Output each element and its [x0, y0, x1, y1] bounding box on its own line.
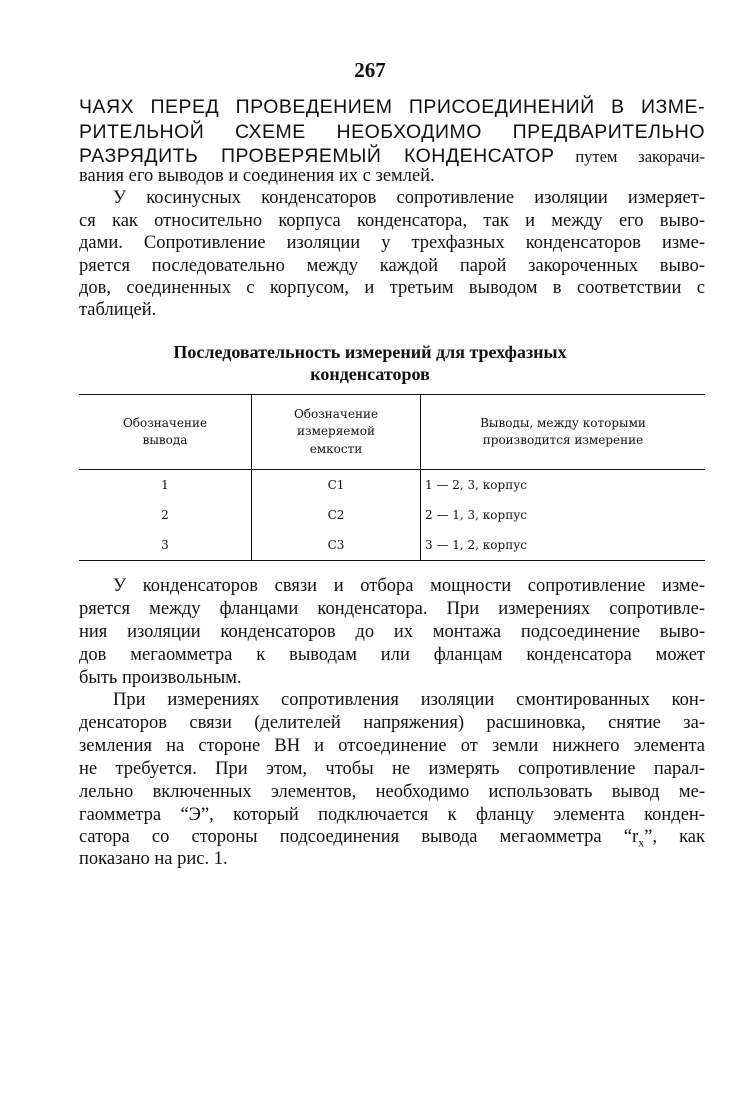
table-caption-line-1: Последовательность измерений для трехфазных [173, 342, 567, 362]
para2-line-4: дов мегаомметра к выводам или фланцам конденсатора может [79, 645, 705, 665]
table-caption-line-2: конденсаторов [310, 364, 430, 384]
para1-line-3: дами. Сопротивление изоляции у трехфазных конденсаторов изме- [79, 233, 705, 253]
para3-line-8: показано на рис. 1. [79, 849, 228, 869]
table-cell: 3 — 1, 2, корпус [421, 530, 706, 561]
table-cell: C1 [252, 470, 421, 501]
para2-line-1: У конденсаторов связи и отбора мощности сопротивление изме- [113, 576, 705, 596]
table-cell: 2 — 1, 3, корпус [425, 508, 527, 522]
para1-line-4: ряется последовательно между каждой парой закороченных выво- [79, 256, 705, 276]
intro-line-3 [79, 145, 705, 168]
table-cell: 1 [161, 478, 169, 492]
para3-line-3: земления на стороне ВН и отсоединение от земли нижнего элемента [79, 736, 705, 756]
table-row [79, 530, 705, 561]
para3-line-4: не требуется. При этом, чтобы не измерять сопротивление парал- [79, 759, 705, 779]
intro-line-4: вания его выводов и соединения их с землей. [79, 166, 435, 186]
para1-line-6: таблицей. [79, 300, 157, 320]
header-capacitance-designation: Обозначение измеряемой емкости [252, 395, 421, 470]
header-pin-designation: Обозначение вывода [79, 395, 252, 470]
para2-line-2: ряется между фланцами конденсатора. При измерениях сопротивле- [79, 599, 705, 619]
para3-line-1: При измерениях сопротивления изоляции смонтированных кон- [113, 690, 705, 710]
header-measured-pins: Выводы, между которыми производится измерение [421, 395, 706, 470]
para1-line-2: ся как относительно корпуса конденсатора, так и между его выво- [79, 211, 705, 231]
table-cell: C3 [252, 530, 421, 561]
page-number: 267 [354, 58, 386, 82]
para1-line-1: У косинусных конденсаторов сопротивление изоляции измеряет- [113, 188, 705, 208]
intro-caps-text: РАЗРЯДИТЬ ПРОВЕРЯЕМЫЙ КОНДЕНСАТОР [79, 145, 555, 167]
subscript-x: x [638, 835, 645, 850]
para1-line-5: дов, соединенных с корпусом, и третьим выводом в соответствии с [79, 278, 705, 298]
para3-line-2: денсаторов связи (делителей напряжения) расшиновка, снятие за- [79, 713, 705, 733]
para3-line-7: сатора со стороны подсоединения вывода мегаомметра “$r_x$”, как [79, 827, 705, 850]
table-cell: C2 [252, 500, 421, 530]
table-cell: 1 — 2, 3, корпус [425, 478, 527, 492]
table-cell: 3 [79, 530, 252, 561]
intro-line-2: РИТЕЛЬНОЙ СХЕМЕ НЕОБХОДИМО ПРЕДВАРИТЕЛЬНО [79, 121, 705, 143]
table-row [79, 470, 705, 501]
table-cell: 2 [161, 508, 169, 522]
intro-line-1: ЧАЯХ ПЕРЕД ПРОВЕДЕНИЕМ ПРИСОЕДИНЕНИЙ В ИЗМЕ- [79, 96, 705, 118]
measurement-table [79, 394, 705, 561]
table-header-row [79, 395, 705, 470]
para3-line-5: лельно включенных элементов, необходимо использовать вывод ме- [79, 782, 705, 802]
para3-line-6: гаомметра “Э”, который подключается к фланцу элемента конден- [79, 805, 705, 825]
table-row [79, 500, 705, 530]
para2-line-5: быть произвольным. [79, 668, 242, 688]
intro-tail-text: путем закорачи- [554, 147, 705, 166]
para2-line-3: ния изоляции конденсаторов до их монтажа подсоединение выво- [79, 622, 705, 642]
